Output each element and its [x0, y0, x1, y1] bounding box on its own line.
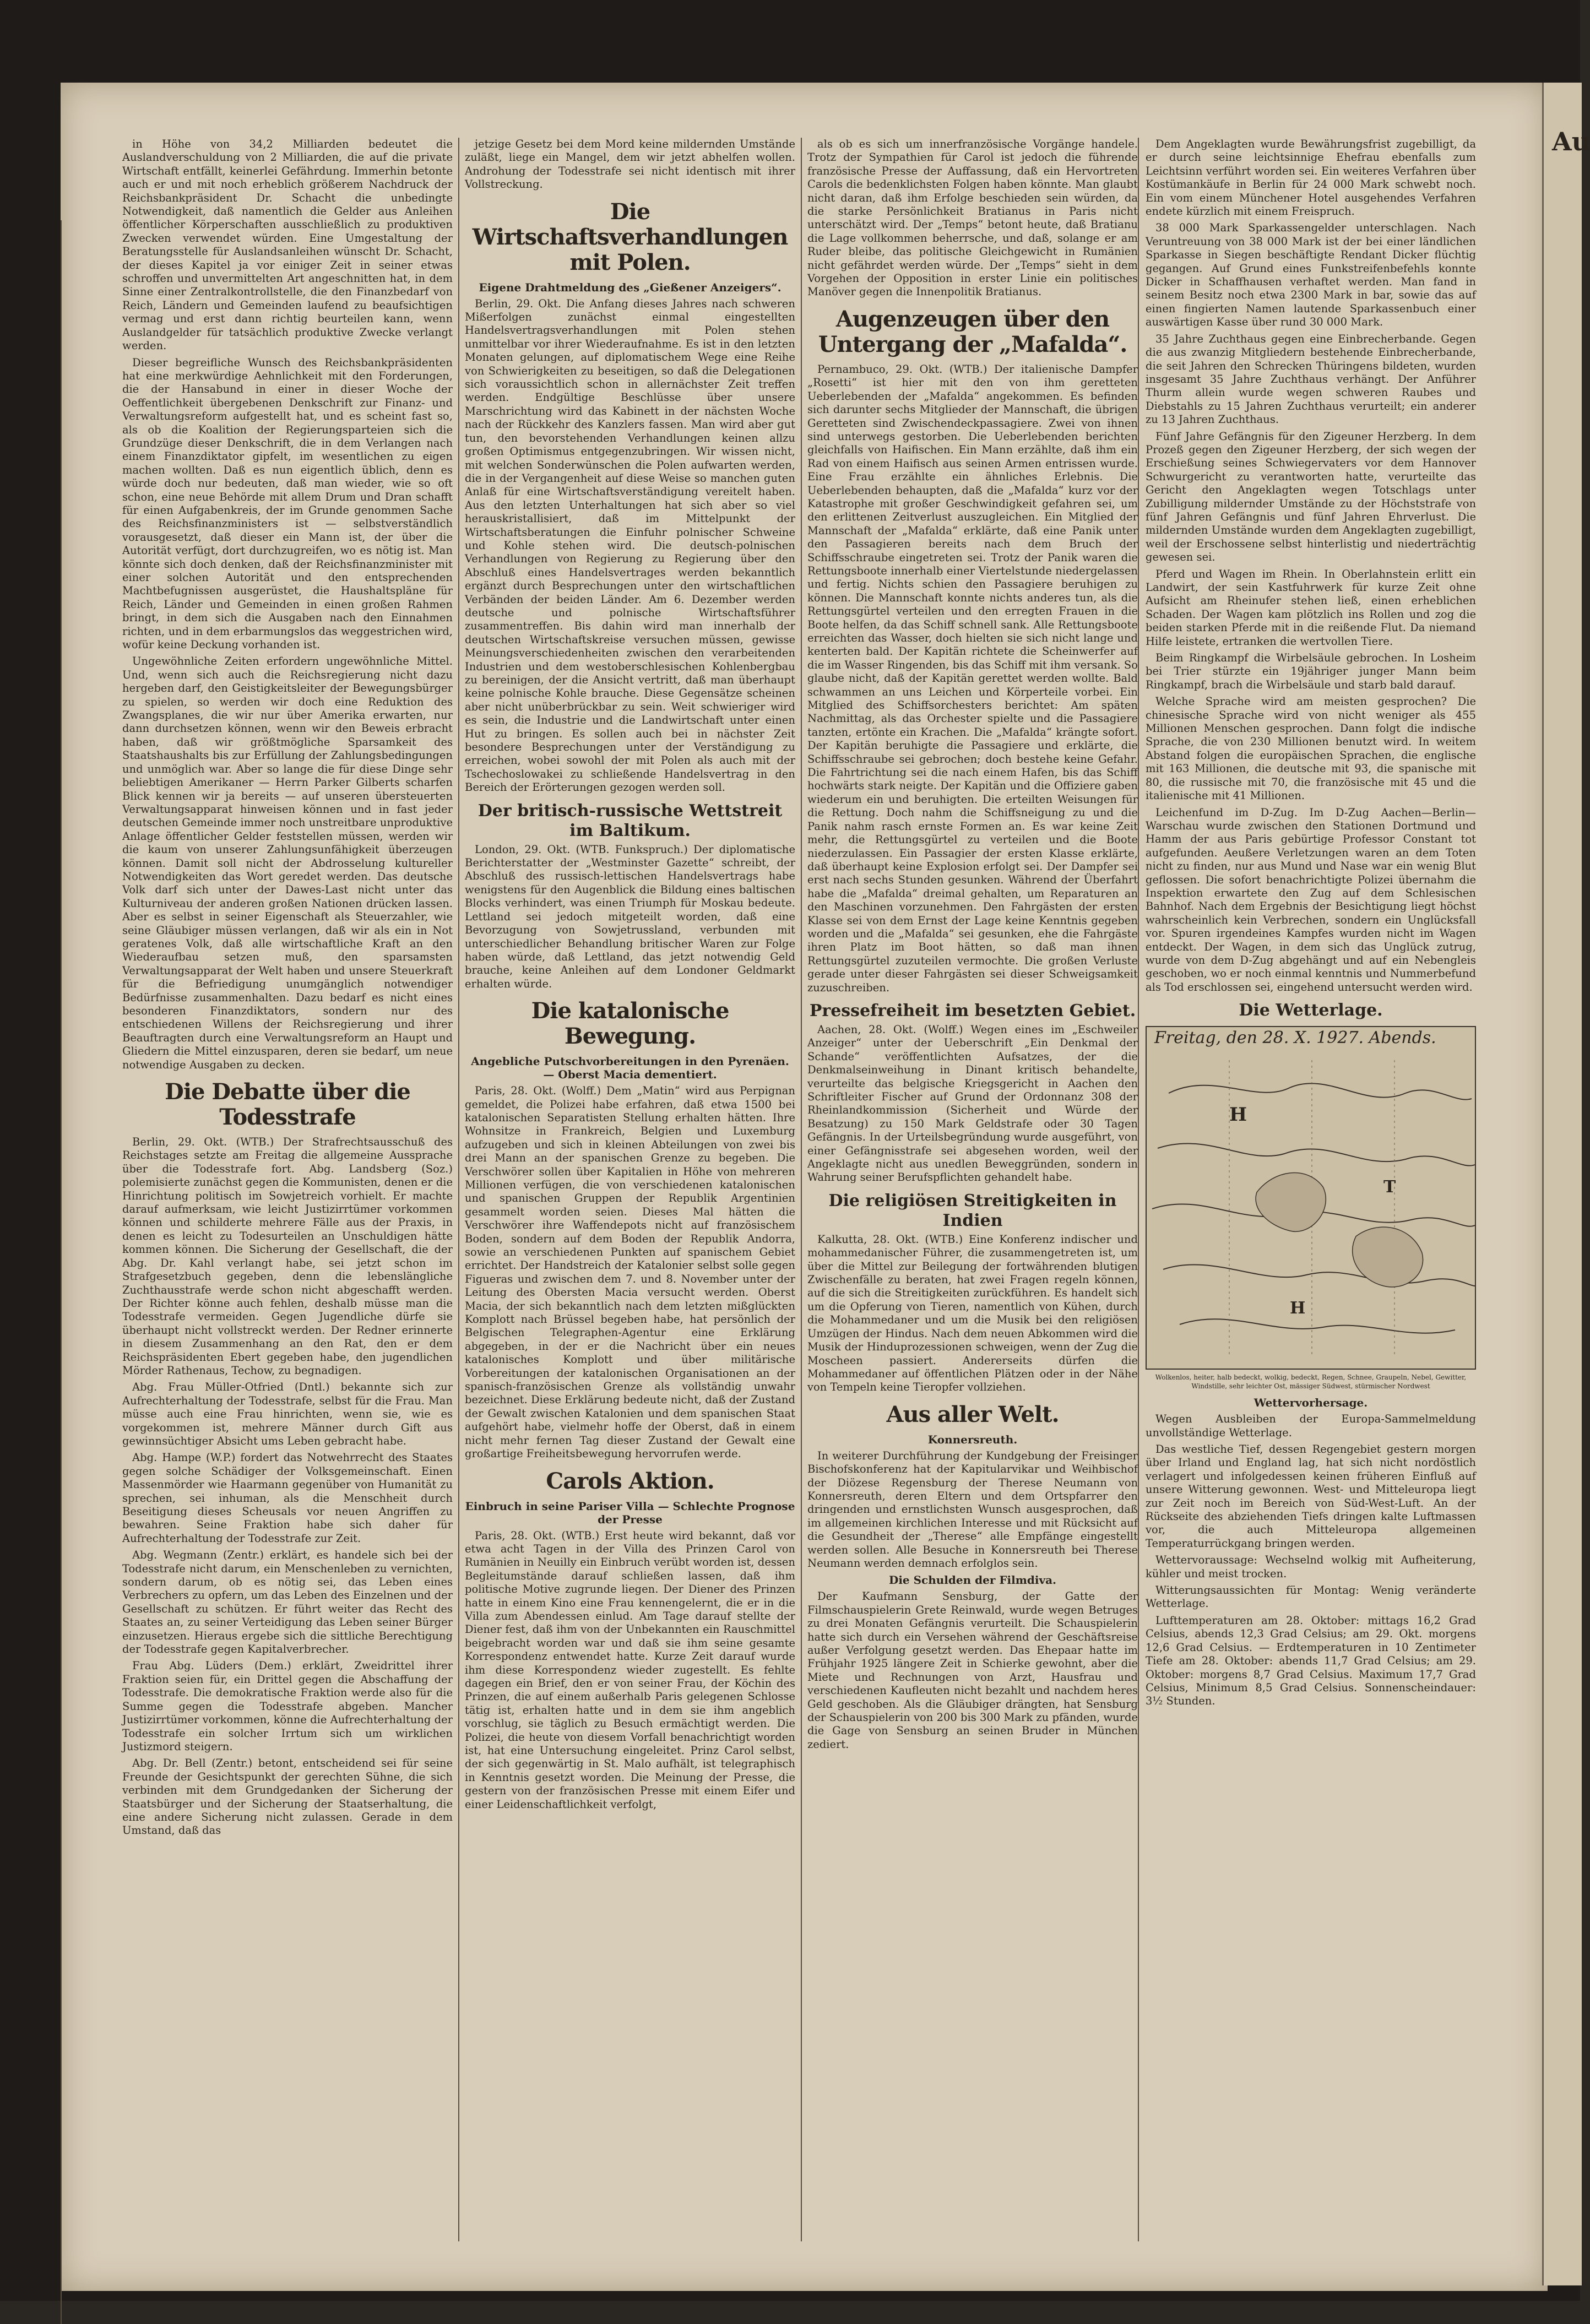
article-column-1	[122, 138, 453, 2247]
article-subheading: Wettervorhersage.	[1253, 1396, 1368, 1410]
weather-map	[1146, 1026, 1476, 1370]
article-headline: Die katalonische Bewegung.	[531, 998, 729, 1050]
article-column-2	[465, 138, 795, 2247]
weather-map-legend: Wolkenlos, heiter, halb bedeckt, wolkig, bedeckt, Regen, Schnee, Graupeln, Nebel, Gewitter, Windstille, sehr leichter Ost, mässiger Südwest, stürmischer Nordwest	[1155, 1373, 1467, 1391]
article-paragraph: Leichenfund im D-Zug. Im D-Zug Aachen—Berlin—Warschau wurde zwischen den Stationen Dortmund und Hamm der aus Paris gebürtige Professor Constant tot aufgefunden. Aeußere Verletzungen waren an dem Toten nicht zu finden, nur aus Mund und Nase war ein wenig Blut geflossen. Die sofort benachrichtigte Polizei übernahm die Inspektion erwartete den Zug auf dem Schlesischen Bahnhof. Nach dem Ergebnis der Besichtigung liegt höchst wahrscheinlich kein Verbrechen, sondern ein Unglücksfall vor. Spuren irgendeines Kampfes wurden nicht im Wagen entdeckt. Der Wagen, in dem sich das Unglück zutrug, wurde von dem D-Zug abgehängt und auf ein Nebengleis geschoben, wo er noch einmal kenntnis und Nummerbefund als Tod erschlossen sei, eingehend untersucht werden wird.	[1146, 806, 1476, 993]
article-paragraph: Abg. Frau Müller-Otfried (Dntl.) bekannte sich zur Aufrechterhaltung der Todesstrafe, selbst für die Frau. Man müsse auch eine Frau hinrichten, wenn sie, wie es vorgekommen ist, mehrere Männer durch Gift aus gewinnsüchtiger Absicht ums Leben gebracht habe.	[122, 1381, 453, 1447]
column-rule	[801, 138, 802, 2241]
article-paragraph: Kalkutta, 28. Okt. (WTB.) Eine Konferenz indischer und mohammedanischer Führer, die zusammengetreten ist, um über die Mittel zur Beilegung der fortwährenden blutigen Zwischenfälle zu beraten, hat zwei Fragen regeln können, auf die sich die Streitigkeiten zurückführen. Es handelt sich um die Opferung von Tieren, namentlich von Kühen, durch die Mohammedaner und um die Musik bei den religiösen Umzügen der Hindus. Nach dem neuen Abkommen wird die Musik der Hinduprozessionen schweigen, wenn der Zug die Moscheen passiert. Andererseits dürfen die Mohammedaner auf öffentlichen Plätzen oder in der Nähe von Tempeln keine Tieropfer vollziehen.	[807, 1232, 1138, 1394]
article-paragraph: Aachen, 28. Okt. (Wolff.) Wegen eines im „Eschweiler Anzeiger“ unter der Ueberschrift „Ein Denkmal der Schande“ veröffentlichten Aufsatzes, der die Denkmalseinweihung in Dinant kritisch behandelte, verurteilte das belgische Kriegsgericht in Aachen den Schriftleiter Fischer auf Grund der Ordonnanz 308 der Rheinlandkommission (Sicherheit und Würde der Besatzung) zu 150 Mark Geldstrafe oder 30 Tagen Gefängnis. In der Urteilsbegründung wurde ausgeführt, von einer Gefängnisstrafe sei abgesehen worden, weil der Angeklagte nicht aus unedlen Beweggründen, sondern in Wahrung seiner Berufspflichten gehandelt habe.	[807, 1023, 1138, 1184]
article-subheading: Einbruch in seine Pariser Villa — Schlechte Prognose der Presse	[465, 1499, 795, 1526]
column-rule	[1138, 138, 1139, 2241]
article-column-3	[807, 138, 1138, 2247]
article-paragraph: in Höhe von 34,2 Milliarden bedeutet die Auslandverschuldung von 2 Milliarden, die auf die private Wirtschaft entfällt, keinerlei Gefährdung. Immerhin betonte auch er und mit noch erheblich größerem Nachdruck der Reichsbankpräsident Dr. Schacht die unbedingte Notwendigkeit, daß namentlich die Gelder aus Anleihen öffentlicher Körperschaften ausschließlich zu produktiven Zwecken verwendet würden. Eine Umgestaltung der Beratungsstelle für Auslandsanleihen wünscht Dr. Schacht, der dieses Kapitel ja vor einiger Zeit in seiner etwas schroffen und unvermittelten Art angeschnitten hat, in dem Sinne einer Zentralkontrollstelle, die den Finanzbedarf von Reich, Ländern und Gemeinden laufend zu beaufsichtigen vermag und erst dann richtig beurteilen kann, wenn Auslandgelder für tatsächlich produktive Zwecke verlangt werden.	[122, 138, 453, 352]
article-paragraph: Paris, 28. Okt. (WTB.) Erst heute wird bekannt, daß vor etwa acht Tagen in der Villa des Prinzen Carol von Rumänien in Neuilly ein Einbruch verübt worden ist, dessen Begleitumstände darauf schließen lassen, daß ihm politische Motive zugrunde liegen. Der Diener des Prinzen hatte in einem Kino eine Frau kennengelernt, die er in die Villa zum Abendessen einlud. Am Tage darauf stellte der Diener fest, daß ihm von der Unbekannten ein Rauschmittel beigebracht worden war und daß sie ihm seine gesamte Korrespondenz entwendet hatte. Kurze Zeit darauf wurde ihm diese Korrespondenz wieder zugestellt. Es fehlte dagegen ein Brief, den er von seiner Frau, der Köchin des Prinzen, die auf einem außerhalb Paris gelegenen Schlosse tätig ist, erhalten hatte und in dem sie ihm angeblich vorschlug, sie täglich zu Besuch ermächtigt werden. Die Polizei, die heute von diesem Vorfall benachrichtigt worden ist, hat eine Untersuchung eingeleitet. Prinz Carol selbst, der sich gegenwärtig in St. Malo aufhält, ist telegraphisch in Kenntnis gesetzt worden. Die Meinung der Presse, die gestern von der französischen Presse mit einem Eifer und einer Leidenschaftlichkeit verfolgt,	[465, 1529, 795, 1811]
article-paragraph: In weiterer Durchführung der Kundgebung der Freisinger Bischofskonferenz hat der Kapitularvikar und Weihbischof der Diözese Regensburg der Therese Neumann von Konnersreuth, deren Eltern und dem Ortspfarrer den dringenden und ernstlichsten Wunsch ausgesprochen, daß im allgemeinen kirchlichen Interesse und mit Rücksicht auf die Gesundheit der „Therese“ alle Empfänge eingestellt werden sollen. Alle Besuche in Konnersreuth bei Therese Neumann werden demnach erfolglos sein.	[807, 1449, 1138, 1570]
article-subheading: Konnersreuth.	[927, 1432, 1018, 1446]
article-paragraph: London, 29. Okt. (WTB. Funkspruch.) Der diplomatische Berichterstatter der „Westminster Gazette“ schreibt, der Abschluß des russisch-lettischen Handelsvertrags habe wenigstens für den Augenblick die Bildung eines baltischen Blocks verhindert, was einen Triumph für Moskau bedeute. Lettland sei jedoch mitgeteilt worden, daß eine Bevorzugung von Sowjetrussland, verbunden mit unterschiedlicher Behandlung britischer Waren zur Folge haben würde, daß Lettland, das jetzt notwendig Geld brauche, keine Anleihen auf dem Londoner Geldmarkt erhalten würde.	[465, 843, 795, 990]
next-page-edge	[1542, 83, 1582, 2285]
article-paragraph: Abg. Hampe (W.P.) fordert das Notwehrrecht des Staates gegen solche Schädiger der Volksgemeinschaft. Einen Massenmörder wie Haarmann gegenüber von Humanität zu sprechen, sei inhuman, als die Menschheit durch Beseitigung dieses Scheusals vor neuen Angriffen zu bewahren. Seine Fraktion habe sich daher für Aufrechterhaltung der Todesstrafe zur Zeit.	[122, 1451, 453, 1545]
article-headline: Der britisch-russische Wettstreit im Baltikum.	[477, 801, 783, 840]
article-paragraph: als ob es sich um innerfranzösische Vorgänge handele. Trotz der Sympathien für Carol ist jedoch die führende französische Presse der Auffassung, daß ein Hervortreten Carols die bedenklichsten Folgen haben könnte. Man glaubt nicht daran, daß ihm Erfolge beschieden sein würden, da die starke Persönlichkeit Bratianus in Paris nicht unterschätzt wird. Der „Temps“ betont heute, daß Bratianu die Lage vollkommen beherrsche, und daß, solange er am Ruder bleibe, das politische Gleichgewicht in Rumänien nicht gefährdet werden würde. Der „Temps“ sieht in dem Vorgehen der Opposition in erster Linie ein politisches Manöver gegen die Innenpolitik Bratianus.	[807, 138, 1138, 298]
article-headline: Die Debatte über die Todesstrafe	[165, 1079, 410, 1131]
article-paragraph: Das westliche Tief, dessen Regengebiet gestern morgen über Irland und England lag, hat sich nicht nordöstlich verlagert und infolgedessen keinen früheren Einfluß auf unsere Witterung gewonnen. West- und Mitteleuropa liegt zur Zeit noch im Bereich von Süd-West-Luft. An der Rückseite des abziehenden Tiefs dringen kalte Luftmassen vor, die auch Mitteleuropa allgemeinen Temperaturrückgang bringen werden.	[1146, 1443, 1476, 1550]
weather-map-drawing	[1147, 1027, 1475, 1366]
article-headline: Carols Aktion.	[546, 1468, 714, 1494]
article-paragraph: Pernambuco, 29. Okt. (WTB.) Der italienische Dampfer „Rosetti“ ist hier mit den von ihm geretteten Ueberlebenden der „Mafalda“ angekommen. Es befinden sich darunter sechs Mitglieder der Mannschaft, die übrigen Geretteten sind Zwischendeckpassagiere. Zwei von ihnen sind unterwegs gestorben. Die Ueberlebenden berichten gleichfalls von Haifischen. Ein Mann erzählte, daß ihm ein Rad von einem Haifisch aus seinen Armen entrissen wurde. Eine Frau erzählte ein ähnliches Erlebnis. Die Ueberlebenden behaupten, daß die „Mafalda“ kurz vor der Katastrophe mit großer Geschwindigkeit gefahren sei, um den erlittenen Zeitverlust auszugleichen. Ein Mitglied der Mannschaft der „Mafalda“ erklärte, daß eine Panik unter den Passagieren bereits nach dem Bruch der Schiffsschraube eingetreten sei. Trotz der Panik waren die Rettungsboote innerhalb einer Viertelstunde niedergelassen und fertig. Nichts schien den Passagiere beruhigen zu können. Die Mannschaft konnte nichts anderes tun, als die Rettungsgürtel verteilen und den erregten Frauen in die Boote helfen, da das Schiff schnell sank. Alle Rettungsboote erreichten das Wasser, doch hielten sie sich nicht lange und kenterten bald. Der Kapitän richtete die Scheinwerfer auf die im Wasser Ringenden, bis das Schiff mit ihm versank. So glaube nicht, daß der Kapitän gerettet werden wollte. Bald schwammen an uns Leichen und Körperteile vorbei. Ein Mitglied des Schiffsorchesters berichtet: Am späten Nachmittag, als das Orchester spielte und die Passagiere tanzten, ertönte ein Krachen. Die „Mafalda“ krängte sofort. Der Kapitän beruhigte die Passagiere und erklärte, die Schiffsschraube sei gebrochen; doch bestehe keine Gefahr. Die Fahrtrichtung sei die nach einem Hafen, bis das Schiff hochwärts stark neigte. Der Kapitän und die Offiziere gaben wiederum ein und beruhigten. Die erteilten Weisungen für die Rettung. Doch nahm die Schiffsneigung zu und die Panik nahm rasch ernste Formen an. Es war keine Zeit mehr, die Rettungsgürtel zu verteilen und die Boote niederzulassen. Ein Passagier der ersten Klasse erklärte, daß überhaupt keine Explosion erfolgt sei. Der Dampfer sei erst nach sechs Stunden gesunken. Während der Überfahrt habe die „Mafalda“ dreimal gehalten, um Reparaturen an den Maschinen vorzunehmen. Den Fahrgästen der ersten Klasse sei von dem Ernst der Lage keine Kenntnis gegeben worden und die „Mafalda“ sei gesunken, ehe die Fahrgäste ihren Platz im Boot hätten, so daß man ihnen Rettungsgürtel zuzuteilen vermochte. Die großen Verluste gerade unter dieser Fahrgästen sei dieser Schweigsamkeit zuzuschreiben.	[807, 362, 1138, 994]
article-paragraph: Der Kaufmann Sensburg, der Gatte der Filmschauspielerin Grete Reinwald, wurde wegen Betruges zu drei Monaten Gefängnis verurteilt. Die Schauspielerin hatte sich durch ein Versehen während der Geschäftsreise außer Verfolgung gesetzt werden. Das Ehepaar hatte im Frühjahr 1925 längere Zeit in Schierke gewohnt, aber die Miete und Rechnungen von Arzt, Hausfrau und verschiedenen Kaufleuten nicht bezahlt und nachdem heres Geld geschoben. Als die Gläubiger drängten, hat Sensburg der Schauspielerin von 200 bis 300 Mark zu pfänden, wurde die Gage von Sensburg an seinen Bruder in München zediert.	[807, 1590, 1138, 1751]
article-headline: Die religiösen Streitigkeiten in Indien	[828, 1191, 1117, 1230]
svg-text:T: T	[1383, 1177, 1396, 1197]
article-paragraph: Ungewöhnliche Zeiten erfordern ungewöhnliche Mittel. Und, wenn sich auch die Reichsregierung nicht dazu hergeben darf, den Geistigkeitsleiter der Bewegungsbürger zu spielen, so werden wir doch eine Reduktion des Zwangsplanes, die wir nur über Amerika erwarten, nur dann durchsetzen können, wenn wir den Beweis erbracht haben, daß wir größtmögliche Sparsamkeit des Staatshaushalts bis zur Erfüllung der Zahlungsbedingungen und unmöglich war. Aber so lange die für diese Dinge sehr beliebtigen Amerikaner — Herrn Parker Gilberts scharfen Blick kennen wir ja bereits — auf unseren übersteuerten Verwaltungsapparat hinweisen können und in fast jeder deutschen Gemeinde immer noch unstreitbare unproduktive Anlage öffentlicher Gelder feststellen müssen, werden wir die kaum von unserer Zahlungsunfähigkeit überzeugen können. Damit soll nicht der Abdrosselung kultureller Notwendigkeiten das Wort geredet werden. Das deutsche Volk darf sich unter der Dawes-Last nicht unter das Kulturniveau der anderen großen Nationen drücken lassen. Aber es selbst in seiner Eigenschaft als Steuerzahler, wie seine Gläubiger müssen verlangen, daß wir als ein in Not geratenes Volk, daß alle wirtschaftliche Kraft an den Wiederaufbau setzen muß, den sparsamsten Verwaltungsapparat der Welt haben und unsere Steuerkraft für die Befriedigung unumgänglich notwendiger Bedürfnisse zusammenhalten. Dazu bedarf es nicht eines besonderen Finanzdiktators, sondern nur des entschiedenen Willens der Reichsregierung und ihrer Beauftragten durch eine Verwaltungsreform an Haupt und Gliedern die Mittel einzusparen, deren sie bedarf, um neue notwendige Ausgaben zu decken.	[122, 655, 453, 1071]
article-paragraph: Fünf Jahre Gefängnis für den Zigeuner Herzberg. In dem Prozeß gegen den Zigeuner Herzberg, der sich wegen der Erschießung seines Schwiegervaters vor dem Hannover Schwurgericht zu verantworten hatte, verurteilte das Gericht den Angeklagten wegen Totschlags unter Zubilligung mildernder Umstände zu der Höchststrafe von fünf Jahren Gefängnis und fünf Jahren Ehrverlust. Die mildernden Umstände wurden dem Angeklagten zugebilligt, weil der Erschossene selbst hinterlistig und niederträchtig gewesen sei.	[1146, 430, 1476, 564]
article-paragraph: Abg. Wegmann (Zentr.) erklärt, es handele sich bei der Todesstrafe nicht darum, ein Menschenleben zu vernichten, sondern darum, ob es nötig sei, das Leben eines Verbrechers zu opfern, um das Leben des Einzelnen und der Gesellschaft zu schützen. Er führt weiter das Recht des Staates an, zu seiner Verteidigung das Leben seiner Bürger einzusetzen. Hieraus ergebe sich die sittliche Berechtigung der Todesstrafe gegen Kapitalverbrecher.	[122, 1549, 453, 1656]
article-paragraph: Paris, 28. Okt. (Wolff.) Dem „Matin“ wird aus Perpignan gemeldet, die Polizei habe erfahren, daß etwa 1500 bei katalonischen Separatisten Stellung erhalten hätten. Ihre Wohnsitze in Frankreich, Belgien und Luxemburg aufzugeben und sich in kleinen Abteilungen von zwei bis drei Mann an der spanischen Grenze zu begeben. Die Verschwörer sollen über Kapitalien in Höhe von mehreren Millionen verfügen, die von verschiedenen katalonischen und spanischen Gruppen der Republik Argentinien gesammelt worden seien. Dieses Mal hätten die Verschwörer ihre Waffendepots nicht auf französischem Boden, sondern auf dem Boden der Republik Andorra, sowie an verschiedenen Punkten auf spanischem Gebiet errichtet. Der Handstreich der Katalonier selbst solle gegen Figueras und zwischen dem 7. und 8. November unter der Leitung des Obersten Macia versucht werden. Oberst Macia, der sich bekanntlich nach dem letzten mißglückten Komplott nach Brüssel begeben habe, hat persönlich der Belgischen Telegraphen-Agentur eine Erklärung abgegeben, in der er die Nachricht über ein neues katalonisches Komplott und über militärische Vorbereitungen der katalonischen Organisationen an der spanisch-französischen Grenze als vollständig unwahr bezeichnet. Diese Erklärung bedeute nicht, daß der Zustand der Gewalt zwischen Katalonien und dem spanischen Staat aufgehört habe, vielmehr hoffe der Oberst, daß in einem nicht mehr fernen Tag dieser Zustand der Gewalt eine großartige Freiheitsbewegung hervorrufen werde.	[465, 1084, 795, 1460]
article-headline: Aus aller Welt.	[886, 1401, 1059, 1427]
article-paragraph: Wegen Ausbleiben der Europa-Sammelmeldung unvollständige Wetterlage.	[1146, 1413, 1476, 1439]
article-paragraph: Wettervoraussage: Wechselnd wolkig mit Aufheiterung, kühler und meist trocken.	[1146, 1554, 1476, 1580]
svg-text:H: H	[1290, 1299, 1306, 1318]
article-headline: Die Wirtschaftsverhandlungen mit Polen.	[472, 198, 788, 275]
article-paragraph: Witterungsaussichten für Montag: Wenig veränderte Wetterlage.	[1146, 1584, 1476, 1610]
article-paragraph: Beim Ringkampf die Wirbelsäule gebrochen. In Losheim bei Trier stürzte ein 19jähriger junger Mann beim Ringkampf, brach die Wirbelsäule und starb bald darauf.	[1146, 651, 1476, 691]
next-page-heading: Au	[1552, 127, 1590, 156]
article-paragraph: Berlin, 29. Okt. Die Anfang dieses Jahres nach schweren Mißerfolgen zunächst einmal eingestellten Handelsvertragsverhandlungen mit Polen stehen unmittelbar vor ihrer Wiederaufnahme. Es ist in den letzten Monaten gelungen, auf diplomatischem Wege eine Reihe von Schwierigkeiten zu beseitigen, so daß die Delegationen sich voraussichtlich schon in allernächster Zeit treffen werden. Endgültige Beschlüsse über unsere Marschrichtung wird das Kabinett in der nächsten Woche nach der Rückkehr des Kanzlers fassen. Man wird aber gut tun, den bevorstehenden Verhandlungen keinen allzu großen Optimismus entgegenzubringen. Wir wissen nicht, mit welchen Sonderwünschen die Polen aufwarten werden, die in der Vergangenheit auf diese Weise so manchen guten Anlaß für eine Wirtschaftsverständigung vereitelt haben. Aus den letzten Unterhaltungen hat sich aber so viel herauskristallisiert, daß im Mittelpunkt der Wirtschaftsberatungen die Einfuhr polnischer Schweine und Kohle stehen wird. Die deutsch-polnischen Verhandlungen von Regierung zu Regierung über den Abschluß eines Handelsvertrages werden bekanntlich ergänzt durch Besprechungen unter den wirtschaftlichen Verbänden der beiden Länder. Am 6. Dezember werden deutsche und polnische Wirtschaftsführer zusammentreffen. Bis dahin wird man innerhalb der deutschen Wirtschaftskreise versuchen müssen, gewisse Meinungsverschiedenheiten zwischen den verarbeitenden Industrien und dem westoberschlesischen Kohlenbergbau zu bereinigen, der die Ansicht vertritt, daß man überhaupt keine polnische Kohle brauche. Diese Gegensätze scheinen aber nicht unüberbrückbar zu sein. Weit schwieriger wird es sein, die Industrie und die Landwirtschaft unter einen Hut zu bringen. Es sollen auch bei in nächster Zeit besondere Besprechungen unter der Verständigung zu erreichen, wobei sowohl der mit Polen als auch mit der Tschechoslowakei zu schließende Handelsvertrag in den Bereich der Erörterungen gezogen werden soll.	[465, 297, 795, 794]
column-rule	[61, 220, 62, 2324]
weather-heading: Die Wetterlage.	[1239, 1001, 1383, 1020]
article-subheading: Eigene Drahtmeldung des „Gießener Anzeigers“.	[479, 280, 782, 294]
article-paragraph: Frau Abg. Lüders (Dem.) erklärt, Zweidrittel ihrer Fraktion seien für, ein Drittel gegen die Abschaffung der Todesstrafe. Die demokratische Fraktion werde also für die Summe gegen die Todesstrafe abgeben. Mancher Justizirrtümer vorkommen, könne die Aufrechterhaltung der Todesstrafe ein solcher Irrtum sich um wirklichen Justizmord steigern.	[122, 1659, 453, 1753]
article-headline: Augenzeugen über den Untergang der „Mafalda“.	[818, 306, 1127, 357]
article-paragraph: Dieser begreifliche Wunsch des Reichsbankpräsidenten hat eine merkwürdige Aehnlichkeit mit den Forderungen, die der Hansabund in einer in dieser Woche der Oeffentlichkeit übergebenen Denkschrift zur Finanz- und Verwaltungsreform aufgestellt hat, und es scheint fast so, als ob die Koalition der Regierungsparteien sich die Grundzüge dieser Denkschrift, die in dem Verlangen nach einem Finanzdiktator gipfelt, im wesentlichen zu eigen machen wollten. Daß es nun eigentlich üblich, denn es würde doch nur bedeuten, daß man wieder, wie so oft schon, eine neue Behörde mit allem Drum und Dran schafft für einen Aufgabenkreis, der im Grunde genommen Sache des Reichsfinanzministers ist — selbstverständlich vorausgesetzt, daß dieser ein Mann ist, der über die Autorität verfügt, dort durchzugreifen, wo es nötig ist. Man könnte sich doch denken, daß der Reichsfinanzminister mit einer solchen Autorität und den entsprechenden Machtbefugnissen ausgerüstet, die Haushaltspläne für Reich, Länder und Gemeinden in einen großen Rahmen bringt, in dem sich die Ausgaben nach den Einnahmen richten, und in dem erbarmungslos das weggestrichen wird, wofür keine Deckung vorhanden ist.	[122, 356, 453, 651]
article-paragraph: 38 000 Mark Sparkassengelder unterschlagen. Nach Veruntreuung von 38 000 Mark ist der bei einer ländlichen Sparkasse in Siegen beschäftigte Rendant Dicker flüchtig gegangen. Auf Grund eines Funkstreifenbefehls konnte Dicker in Schaffhausen verhaftet werden. Man fand in seinem Besitz noch etwa 2300 Mark in bar, sowie das auf einen fingierten Namen lautende Sparkassenbuch einer auswärtigen Kasse über rund 30 000 Mark.	[1146, 221, 1476, 329]
article-column-4	[1146, 138, 1476, 2247]
article-paragraph: 35 Jahre Zuchthaus gegen eine Einbrecherbande. Gegen die aus zwanzig Mitgliedern bestehende Einbrecherbande, die seit Jahren den Schrecken Thüringens bildeten, wurden insgesamt 35 Jahre Zuchthaus verhängt. Der Anführer Thurm allein wurde wegen schweren Raubes und Diebstahls zu 15 Jahren Zuchthaus verurteilt; ein anderer zu 13 Jahren Zuchthaus.	[1146, 332, 1476, 426]
svg-text:H: H	[1229, 1104, 1247, 1126]
article-subheading: Die Schulden der Filmdiva.	[888, 1573, 1057, 1587]
article-paragraph: Pferd und Wagen im Rhein. In Oberlahnstein erlitt ein Landwirt, der sein Kastfuhrwerk für kurze Zeit ohne Aufsicht am Rheinufer stehen ließ, einen erheblichen Schaden. Der Wagen kam plötzlich ins Rollen und zog die beiden starken Pferde mit in die reißende Flut. Da niemand Hilfe leistete, ertranken die wertvollen Tiere.	[1146, 567, 1476, 648]
column-rule	[458, 138, 459, 2241]
article-paragraph: Abg. Dr. Bell (Zentr.) betont, entscheidend sei für seine Freunde der Gesichtspunkt der gerechten Sühne, die sich verbinden mit dem Grundgedanken der Sicherung der Staatsbürger und der Sicherung der Staatserhaltung, die eine andere Sicherung nicht zulassen. Gerade in dem Umstand, daß das	[122, 1757, 453, 1837]
article-paragraph: Dem Angeklagten wurde Bewährungsfrist zugebilligt, da er durch seine leichtsinnige Ehefrau ebenfalls zum Leichtsinn verführt worden sei. Ein weiteres Verfahren über Kostümankäufe in Berlin für 24 000 Mark schwebt noch. Ein vom einem Münchener Hotel ausgehendes Verfahren endete kürzlich mit einem Freispruch.	[1146, 138, 1476, 218]
weather-map-date: Freitag, den 28. X. 1927. Abends.	[1154, 1028, 1436, 1048]
article-paragraph: Berlin, 29. Okt. (WTB.) Der Strafrechtsausschuß des Reichstages setzte am Freitag die allgemeine Aussprache über die Todesstrafe fort. Abg. Landsberg (Soz.) polemisierte zunächst gegen die Kommunisten, denen er die Hinrichtung politisch im Sowjetreich vorhielt. Er machte darauf aufmerksam, wie leicht Justizirrtümer vorkommen können und schilderte mehrere Fälle aus der Praxis, in denen es leicht zu Todesurteilen an Unschuldigen hätte kommen können. Die Sicherung der Gesellschaft, die der Abg. Dr. Kahl verlangt habe, sei jetzt schon im Strafgesetzbuch gegeben, denn die lebenslängliche Zuchthausstrafe werde schon nicht abgeschafft werden. Der Richter könne auch fehlen, deshalb müsse man die Todesstrafe vermeiden. Gegen Jugendliche dürfe sie überhaupt nicht vollstreckt werden. Der Redner erinnerte in diesem Zusammenhang an den Rat, den er dem Reichspräsidenten Ebert gegeben habe, den jugendlichen Mörder Rathenaus, Techow, zu begnadigen.	[122, 1136, 453, 1377]
article-subheading: Angebliche Putschvorbereitungen in den Pyrenäen. — Oberst Macia dementiert.	[471, 1055, 789, 1082]
article-paragraph: Welche Sprache wird am meisten gesprochen? Die chinesische Sprache wird von nicht weniger als 455 Millionen Menschen gesprochen. Dann folgt die indische Sprache, die von 230 Millionen benutzt wird. In weitem Abstand folgen die europäischen Sprachen, die englische mit 163 Millionen, die deutsche mit 93, die spanische mit 80, die russische mit 70, die französische mit 45 und die italienische mit 41 Millionen.	[1146, 695, 1476, 802]
article-headline: Pressefreiheit im besetzten Gebiet.	[809, 1001, 1136, 1020]
article-paragraph: jetzige Gesetz bei dem Mord keine mildernden Umstände zuläßt, liege ein Mangel, dem wir jetzt abhelfen wollen. Androhung der Todesstrafe sei nicht identisch mit ihrer Vollstreckung.	[465, 138, 795, 191]
article-paragraph: Lufttemperaturen am 28. Oktober: mittags 16,2 Grad Celsius, abends 12,3 Grad Celsius; am 29. Okt. morgens 12,6 Grad Celsius. — Erdtemperaturen in 10 Zentimeter Tiefe am 28. Oktober: abends 11,7 Grad Celsius; am 29. Oktober: morgens 8,7 Grad Celsius. Maximum 17,7 Grad Celsius, Minimum 8,5 Grad Celsius. Sonnenscheindauer: 3½ Stunden.	[1146, 1614, 1476, 1708]
